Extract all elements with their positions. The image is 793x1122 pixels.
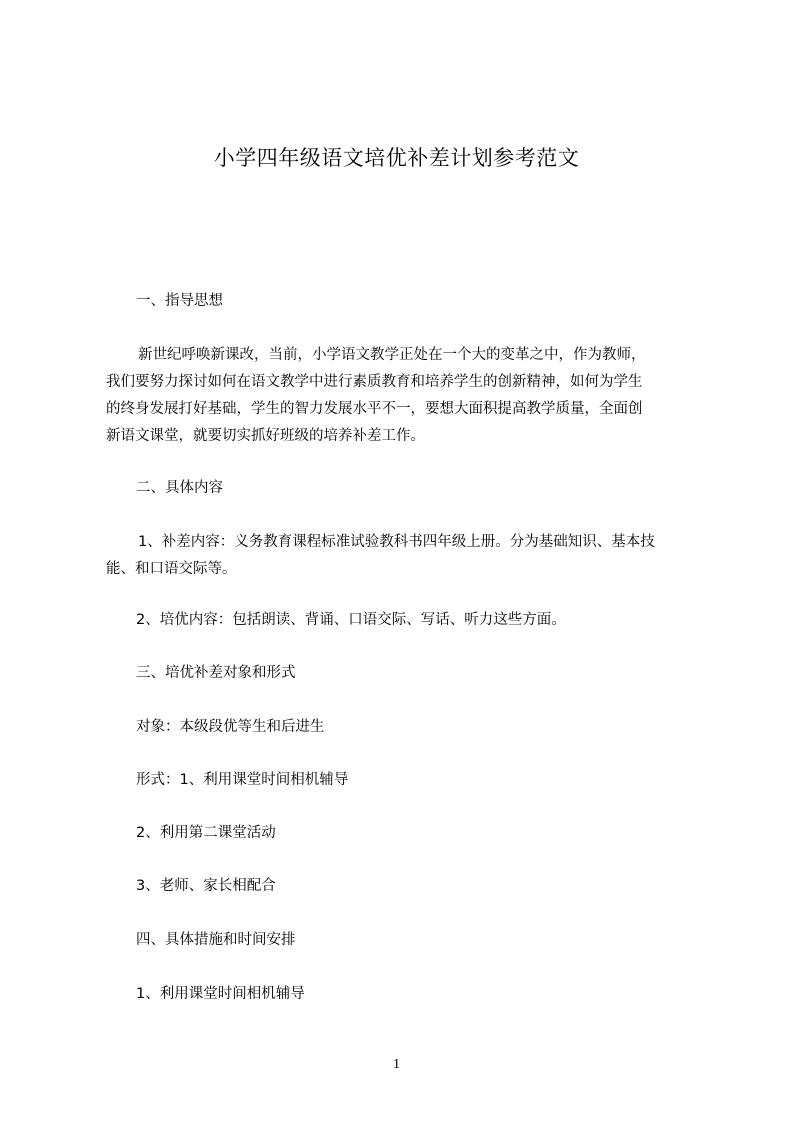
paragraph-line: 的终身发展打好基础，学生的智力发展水平不一，要想大面积提高教学质量，全面创 xyxy=(106,401,643,417)
section-heading-measures-and-schedule: 四、具体措施和时间安排 xyxy=(136,932,296,948)
paragraph-remedial-content xyxy=(106,529,710,583)
paragraph-line: 1、补差内容：义务教育课程标准试验教科书四年级上册。分为基础知识、基本技 xyxy=(138,534,655,550)
page-number: 1 xyxy=(393,1057,400,1072)
section-heading-specific-content: 二、具体内容 xyxy=(136,480,223,496)
paragraph-form-3: 3、老师、家长相配合 xyxy=(136,878,276,894)
paragraph-enrichment-content: 2、培优内容：包括朗读、背诵、口语交际、写话、听力这些方面。 xyxy=(136,612,566,628)
paragraph-line: 能、和口语交际等。 xyxy=(106,561,237,577)
paragraph-line: 我们要努力探讨如何在语文教学中进行素质教育和培养学生的创新精神，如何为学生 xyxy=(106,374,643,390)
section-heading-guiding-thought: 一、指导思想 xyxy=(136,293,223,309)
paragraph-form-1: 形式：1、利用课堂时间相机辅导 xyxy=(136,772,349,788)
document-title: 小学四年级语文培优补差计划参考范文 xyxy=(213,146,580,170)
paragraph-form-2: 2、利用第二课堂活动 xyxy=(136,825,276,841)
paragraph-line: 新世纪呼唤新课改，当前，小学语文教学正处在一个大的变革之中，作为教师， xyxy=(138,347,646,363)
paragraph-targets: 对象：本级段优等生和后进生 xyxy=(136,719,325,735)
paragraph-measure-1: 1、利用课堂时间相机辅导 xyxy=(136,986,305,1002)
section-heading-targets-and-forms: 三、培优补差对象和形式 xyxy=(136,665,296,681)
paragraph-guiding-thought xyxy=(106,342,700,450)
paragraph-line: 新语文课堂，就要切实抓好班级的培养补差工作。 xyxy=(106,428,425,444)
